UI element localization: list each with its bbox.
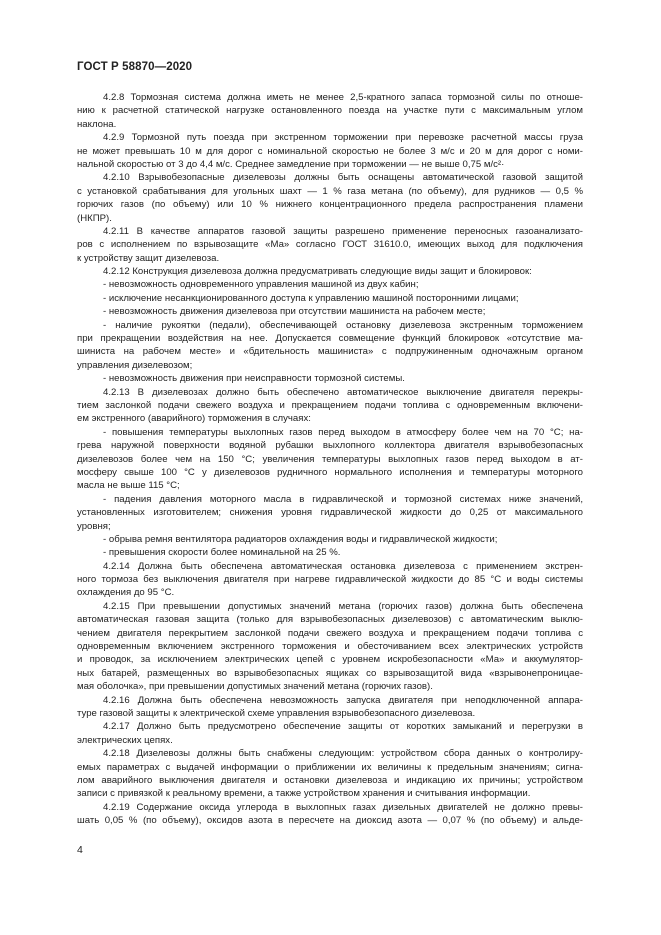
text-line: 4.2.13 В дизелевозах должно быть обеспечено автоматическое выключение двигателя перекры-: [103, 386, 583, 398]
text-line: установленных изготовителем; снижения уровня гидравлической жидкости до 0,25 от максимального: [77, 507, 583, 519]
text-line: тием заслонкой подачи свежего воздуха и прекращением подачи топлива с одновременным включени-: [77, 399, 583, 411]
text-line: к устройству защит дизелевоза.: [77, 252, 220, 264]
document-body: [77, 91, 583, 827]
text-line: - превышения скорости более номинальной на 25 %.: [103, 547, 341, 559]
text-line: мая оболочка», при превышении допустимых значений метана (горючих газов).: [77, 681, 433, 693]
text-line: ем экстренного (аварийного) торможения в случаях:: [77, 413, 311, 425]
text-line: - падения давления моторного масла в гидравлической и тормозной системах ниже значений,: [103, 493, 583, 505]
text-line: 4.2.19 Содержание оксида углерода в выхлопных газах дизельных двигателей не должно превы-: [103, 801, 583, 813]
text-line: записи с привязкой к реальному времени, а также устройством хранения и считывания информации.: [77, 788, 531, 800]
text-line: 4.2.11 В качестве аппаратов газовой защиты разрешено применение переносных газоанализато-: [103, 225, 583, 237]
document-header: ГОСТ Р 58870—2020: [77, 61, 193, 73]
text-line: - исключение несанкционированного доступа к управлению машиной посторонними лицами;: [103, 292, 519, 304]
text-line: 4.2.15 При превышении допустимых значений метана (горючих газов) должна быть обеспечена: [103, 600, 583, 612]
text-line: (НКПР).: [77, 212, 112, 224]
text-line: шиниста на рабочем месте» и «бдительность машиниста» с подпружиненным одночажным органом: [77, 346, 583, 358]
text-line: емых параметрах с выдачей информации о приближении их величины к предельным значениям; сигна-: [77, 761, 583, 773]
text-line: 4.2.12 Конструкция дизелевоза должна предусматривать следующие виды защит и блокировок:: [103, 266, 532, 278]
text-line: с установкой срабатывания для угольных шахт — 1 % газа метана (по объему), для рудников — 0,5 %: [77, 185, 583, 197]
text-line: ров с исполнением по взрывозащите «Ма» согласно ГОСТ 31610.0, имеющих выход для подключения: [77, 239, 583, 251]
text-line: 4.2.17 Должно быть предусмотрено обеспечение защиты от коротких замыканий и перегрузки в: [103, 721, 583, 733]
text-line: - наличие рукоятки (педали), обеспечивающей остановку дизелевоза экстренным торможением: [103, 319, 583, 331]
text-line: масла не выше 115 °С;: [77, 480, 180, 492]
text-line: ных батарей, размещенных во взрывобезопасных ящиках со взрывозащитой вида «взрывонепроницае-: [77, 667, 583, 679]
text-line: управления дизелевозом;: [77, 359, 193, 371]
text-line: - обрыва ремня вентилятора радиаторов охлаждения воды и гидравлической жидкости;: [103, 533, 498, 545]
text-line: 4.2.14 Должна быть обеспечена автоматическая остановка дизелевоза с применением экстрен-: [103, 560, 583, 572]
text-line: - повышения температуры выхлопных газов перед выходом в атмосферу более чем на 70 °С; на-: [103, 426, 583, 438]
text-line: одновременным включением экстренного торможения и обесточиванием всех электрических устройств: [77, 641, 583, 653]
text-line: 4.2.10 Взрывобезопасные дизелевозы должны быть оснащены автоматической газовой защитой: [103, 172, 583, 184]
text-line: охлаждения до 95 °С.: [77, 587, 175, 599]
text-line: уровня;: [77, 520, 111, 532]
text-line: грева наружной поверхности водяной рубашки выхлопного коллектора двигателя взрывобезопасных: [77, 440, 583, 452]
text-line: автоматическая газовая защита (только для взрывобезопасных дизелевозов) с автоматическим выклю-: [77, 614, 583, 626]
text-line: ного тормоза без выключения двигателя при нагреве гидравлической жидкости до 85 °С и воды системы: [77, 574, 583, 586]
text-line: туре газовой защиты к электрической схеме управления взрывобезопасного дизелевоза.: [77, 707, 476, 719]
text-line: нальной скоростью от 3 до 4,4 м/с. Среднее замедление при торможении — не выше 0,75 м/с²·: [77, 158, 505, 170]
text-line: и проводок, за исключением электрических цепей с уровнем искробезопасности «Ма» и аккумулятор-: [77, 654, 583, 666]
text-line: 4.2.9 Тормозной путь поезда при экстренном торможении при перевозке расчетной массы груза: [103, 132, 583, 144]
text-line: нию к расчетной статической нагрузке остановленного поезда на участке пути с максимальным углом: [77, 105, 583, 117]
text-line: при прекращении воздействия на нее. Допускается совмещение функций блокировок «отсутствие ма-: [77, 333, 583, 345]
text-line: шать 0,05 % (по объему), оксидов азота в пересчете на диоксид азота — 0,07 % (по объему) и альде-: [77, 815, 583, 827]
text-line: 4.2.8 Тормозная система должна иметь не менее 2,5-кратного запаса тормозной силы по отноше-: [103, 92, 583, 103]
text-line: наклона.: [77, 118, 117, 130]
text-line: чением двигателя перекрытием заслонкой подачи свежего воздуха и прекращением подачи топлива с: [77, 627, 583, 639]
text-line: - невозможность одновременного управления машиной из двух кабин;: [103, 279, 419, 291]
text-line: не может превышать 10 м для дорог с номинальной скоростью не более 3 м/с и 20 м для дорог с номи-: [77, 145, 583, 157]
text-line: - невозможность движения дизелевоза при отсутствии машиниста на рабочем месте;: [103, 306, 486, 318]
text-line: - невозможность движения при неисправности тормозной системы.: [103, 373, 405, 385]
page-number: 4: [77, 844, 83, 856]
text-line: электрических цепях.: [77, 734, 173, 746]
text-line: лом аварийного выключения двигателя и остановки дизелевоза и индикацию их причины; устройством: [77, 774, 583, 786]
text-line: дизелевозов более чем на 150 °С; увеличения температуры выхлопных газов перед выходом в ат-: [77, 453, 583, 465]
text-line: горючих газов (по объему) или 10 % нижнего концентрационного предела распространения пламени: [77, 199, 583, 211]
text-line: 4.2.18 Дизелевозы должны быть снабжены следующим: устройством сбора данных о контролиру-: [103, 748, 583, 760]
text-line: мосферу свыше 100 °С у дизелевозов рудничного нормального исполнения и температуры моторного: [77, 466, 583, 478]
text-line: 4.2.16 Должна быть обеспечена невозможность запуска двигателя при неподключенной аппара-: [103, 694, 583, 706]
